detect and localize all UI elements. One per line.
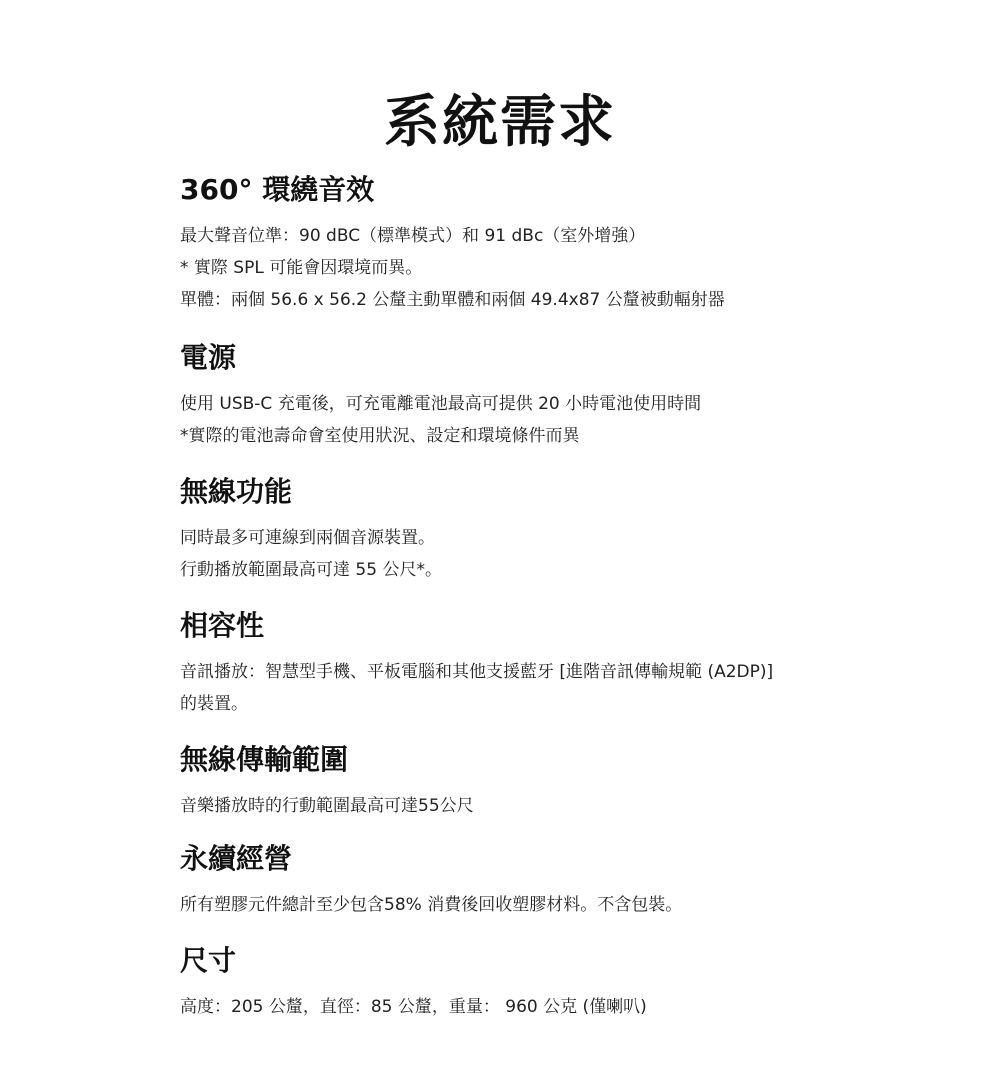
page-title: 系統需求 [384,89,616,155]
section-compatibility [180,608,880,720]
section-heading: 無線傳輸範圍 [180,743,349,776]
section-heading: 尺寸 [180,944,237,977]
section-heading: 電源 [180,341,237,374]
section-wireless-range [180,742,880,822]
spec-line: 同時最多可連線到兩個音源裝置。 [180,528,435,548]
spec-line: 高度：205 公釐，直徑：85 公釐，重量： 960 公克 (僅喇叭) [180,997,647,1017]
spec-line: * 實際 SPL 可能會因環境而異。 [180,258,423,278]
spec-line: 所有塑膠元件總計至少包含58% 消費後回收塑膠材料。不含包裝。 [180,895,683,915]
section-heading: 360° 環繞音效 [180,173,375,206]
spec-line: *實際的電池壽命會室使用狀況、設定和環境條件而異 [180,426,580,446]
section-dimensions [180,943,880,1023]
section-360-audio [180,172,880,316]
spec-line: 最大聲音位準：90 dBC（標準模式）和 91 dBc（室外增強） [180,226,646,246]
section-heading: 無線功能 [180,475,293,508]
section-power [180,340,880,452]
spec-line: 使用 USB-C 充電後，可充電離電池最高可提供 20 小時電池使用時間 [180,394,702,414]
section-heading: 相容性 [180,609,265,642]
spec-line: 行動播放範圍最高可達 55 公尺*。 [180,560,442,580]
section-wireless [180,474,880,586]
section-sustainability [180,841,880,921]
spec-line: 的裝置。 [180,694,248,714]
spec-line: 音訊播放：智慧型手機、平板電腦和其他支援藍牙 [進階音訊傳輸規範 (A2DP)] [180,662,774,682]
spec-line: 單體：兩個 56.6 x 56.2 公釐主動單體和兩個 49.4x87 公釐被動輻射器 [180,290,725,310]
section-heading: 永續經營 [180,842,293,875]
spec-line: 音樂播放時的行動範圍最高可達55公尺 [180,796,474,816]
